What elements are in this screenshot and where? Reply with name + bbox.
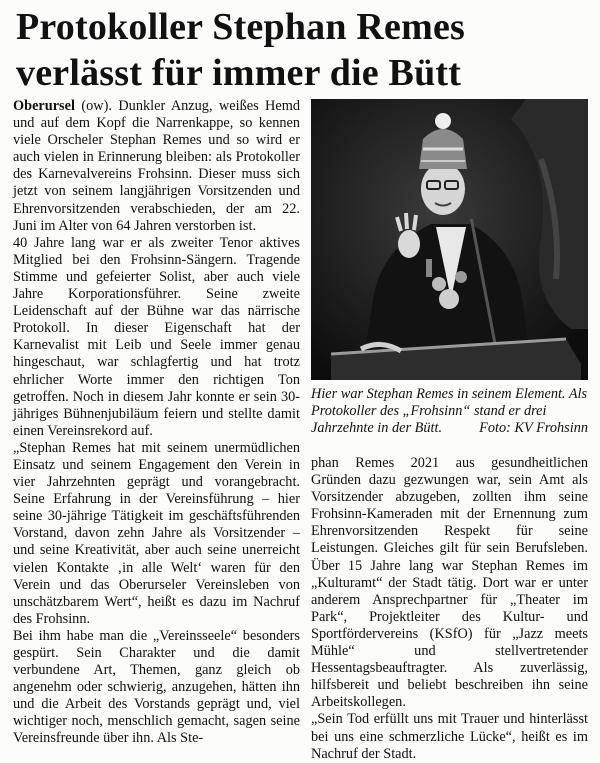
intro-text: (ow). Dunkler Anzug, weißes Hemd und auf dem Kopf die Narrenkappe, so kennen viele Orscheler Stephan Remes und so wird er auch vielen in Erinnerung bleiben: als Protokoller des Karnevalvereins Frohsinn. Dieser muss sich jetzt von seinem langjährigen Vorsitzenden und Ehrenvorsitzenden verabschieden, der am 22. Juni im Alter von 64 Jahren verstorben ist. [13, 98, 300, 234]
caption-text: Hier war Stephan Remes in seinem Element. Als Protokoller des „Frohsinn“ stand er drei Jahrzehnte in der Bütt. [311, 386, 588, 437]
paragraph: 40 Jahre lang war er als zweiter Tenor aktives Mitglied bei den Frohsinn-Sängern. Tragende Stimme und gefeierter Solist, aber auch viele Jahre Korporationsführer. Seine zweite Leidenschaft auf der Bühne war das närrische Protokoll. In dieser Eigenschaft hat der Karnevalist mit Leib und Seele immer genau hingeschaut, war schlagfertig und hat trotz ehrlicher Worte immer den richtigen Ton getroffen. Noch in diesem Jahr konnte er sein 30-jähriges Bühnenjubiläum feiern und stellte damit einen Vereinsrekord auf. [13, 234, 300, 439]
paragraph: „Stephan Remes hat mit seinem unermüdlichen Einsatz und seinem Engagement den Verein in vier Jahrzehnten geprägt und vorangebracht. Seine Erfahrung in der Vereinsführung – hier seine 30-jährige Tätigkeit im geschäftsführenden Vorstand, davon zehn Jahre als Vorsitzender – und seine Kreativität, aber auch seine unerreicht vielen Kontakte ‚in alle Welt‘ waren für den Verein und das Oberurseler Vereinsleben von unschätzbarem Wert“, heißt es dazu im Nachruf des Frohsinn. [13, 439, 300, 627]
paragraph-intro [13, 98, 300, 235]
photo-illustration [311, 99, 588, 380]
dateline-place: Oberursel [13, 98, 75, 114]
paragraph: „Sein Tod erfüllt uns mit Trauer und hinterlässt bei uns eine schmerzliche Lücke“, heißt es im Nachruf der Stadt. [311, 711, 588, 762]
photo-caption [311, 386, 588, 437]
article-photo [311, 99, 588, 380]
column-right [311, 455, 588, 763]
headline: Protokoller Stephan Remes verlässt für immer die Bütt [16, 6, 466, 94]
paragraph: Bei ihm habe man die „Vereinsseele“ besonders gespürt. Sein Charakter und die damit verbundene Art, Themen, ganz gleich ob angenehm oder schwierig, anzugehen, hätten ihn und die Arbeit des Vorstands geprägt und, viel wichtiger noch, menschlich gemacht, sagen seine Vereinsfreunde über ihn. Als Ste- [13, 627, 300, 747]
column-left [13, 98, 300, 748]
photo-credit: Foto: KV Frohsinn [479, 420, 588, 437]
paragraph: phan Remes 2021 aus gesundheitlichen Gründen dazu gezwungen war, sein Amt als Vorsitzender abzugeben, zollten ihm seine Frohsinn-Kameraden mit der Ernennung zum Ehrenvorsitzenden Respekt für seine Leistungen. Gleiches gilt für sein Berufsleben. Über 15 Jahre lang war Stephan Remes im „Kulturamt“ der Stadt tätig. Dort war er unter anderem Ansprechpartner für „Theater im Park“, Projektleiter des Kultur- und Sportfördervereins (KSfO) für „Jazz meets Mühle“ und stellvertretender Hessentagsbeauftragter. Als zuverlässig, hilfsbereit und beliebt beschreiben ihn seine Arbeitskollegen. [311, 455, 588, 711]
